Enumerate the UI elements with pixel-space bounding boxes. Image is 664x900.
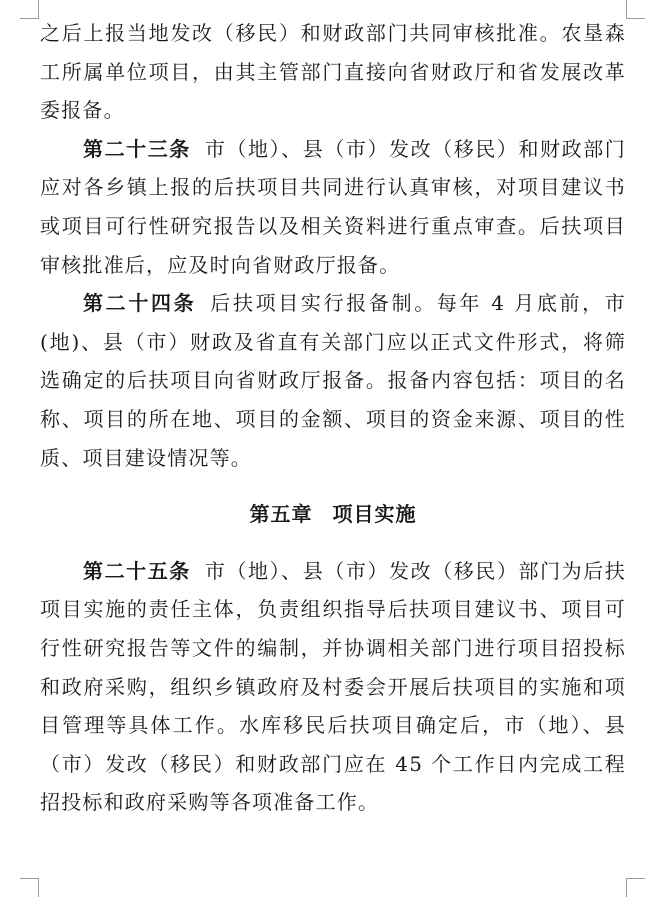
article-23-text: 市（地）、县（市）发改（移民）和财政部门应对各乡镇上报的后扶项目共同进行认真审核，对项目建议书或项目可行性研究报告以及相关资料进行重点审查。后扶项目审核批准后，应及时向省财政厅报备。 (40, 136, 626, 277)
article-24-text: 后扶项目实行报备制。每年 4 月底前，市(地)、县（市）财政及省直有关部门应以正式文件形式，将筛选确定的后扶项目向省财政厅报备。报备内容包括：项目的名称、项目的所在地、项目的金额、项目的资金来源、项目的性质、项目建设情况等。 (40, 291, 626, 470)
article-25-text: 市（地）、县（市）发改（移民）部门为后扶项目实施的责任主体，负责组织指导后扶项目建议书、项目可行性研究报告等文件的编制，并协调相关部门进行项目招投标和政府采购，组织乡镇政府及村委会开展后扶项目的实施和项目管理等具体工作。水库移民后扶项目确定后，市（地）、县（市）发改（移民）和财政部门应在 45 个工作日内完成工程招投标和政府采购等各项准备工作。 (40, 558, 626, 815)
article-25 (40, 552, 626, 822)
article-24-label: 第二十四条 (83, 291, 197, 316)
spacer (40, 534, 626, 552)
page-corner-mark-bottom-left (20, 878, 39, 897)
article-23 (40, 130, 626, 284)
page-corner-mark-bottom-right (626, 878, 645, 897)
chapter-number: 第五章 (249, 502, 313, 527)
article-25-label: 第二十五条 (83, 558, 191, 583)
document-body (40, 14, 626, 822)
continuation-paragraph: 之后上报当地发改（移民）和财政部门共同审核批准。农垦森工所属单位项目，由其主管部门直接向省财政厅和省发展改革委报备。 (40, 21, 626, 123)
chapter-title: 项目实施 (332, 502, 417, 527)
article-23-label: 第二十三条 (83, 136, 191, 161)
page-corner-mark-top-left (20, 0, 39, 19)
article-24 (40, 284, 626, 477)
chapter-heading (40, 495, 626, 534)
spacer (40, 477, 626, 495)
page-corner-mark-top-right (626, 0, 645, 19)
